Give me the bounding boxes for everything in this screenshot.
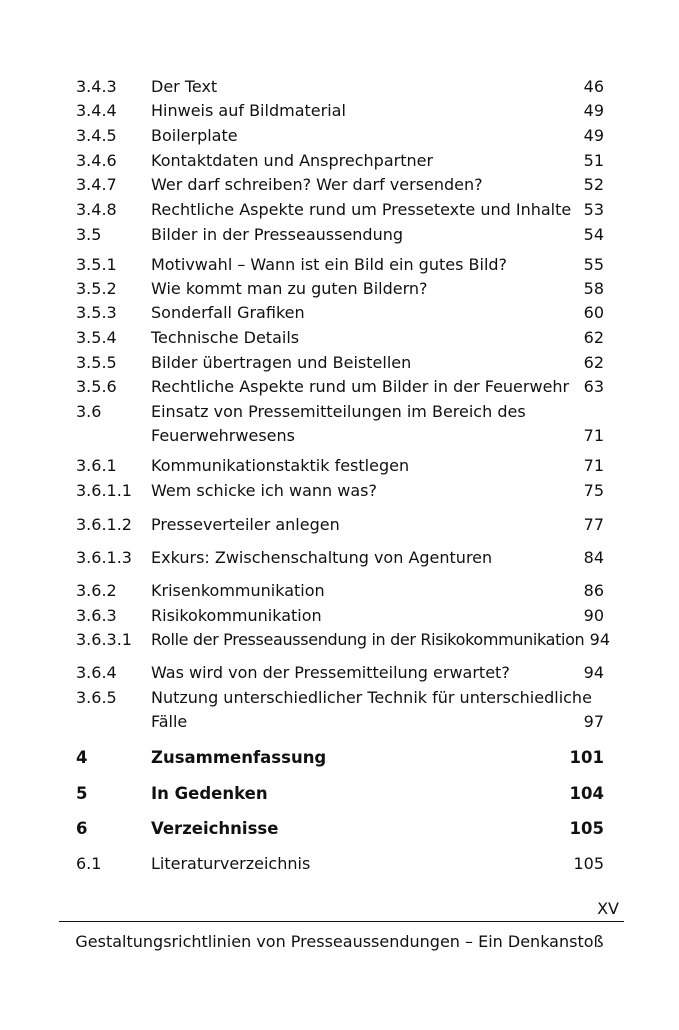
- toc-title: Kontaktdaten und Ansprechpartner: [151, 151, 434, 170]
- toc-title: Rechtliche Aspekte rund um Bilder in der Feuerwehr: [151, 377, 570, 396]
- toc-entry: [0, 604, 679, 628]
- toc-title: Wer darf schreiben? Wer darf versenden?: [151, 175, 483, 194]
- toc-entry: [0, 661, 679, 685]
- toc-page: 49: [583, 101, 604, 120]
- toc-page: 62: [583, 328, 604, 347]
- toc-page: 60: [583, 303, 604, 322]
- toc-title: Rechtliche Aspekte rund um Pressetexte und Inhalte: [151, 200, 572, 219]
- toc-number: 3.4.3: [76, 77, 117, 96]
- toc-entry: [0, 99, 679, 123]
- toc-entry: [0, 223, 679, 247]
- toc-page: 105: [569, 819, 604, 838]
- toc-page: 94: [583, 663, 604, 682]
- toc-entry: [0, 253, 679, 277]
- toc-page: 52: [583, 175, 604, 194]
- toc-number: 3.6.2: [76, 581, 117, 600]
- toc-page: 84: [583, 548, 604, 567]
- toc-number: 6.1: [76, 854, 102, 873]
- toc-number: 3.6.4: [76, 663, 117, 682]
- toc-number: 3.5.3: [76, 303, 117, 322]
- toc-number: 3.4.5: [76, 126, 117, 145]
- toc-page: 90: [583, 606, 604, 625]
- toc-number: 3.6.1.1: [76, 481, 132, 500]
- toc-title: Feuerwehrwesens: [151, 426, 295, 445]
- toc-number: 3.5.2: [76, 279, 117, 298]
- toc-page: 63: [583, 377, 604, 396]
- toc-number: 3.6.3: [76, 606, 117, 625]
- toc-number: 3.5: [76, 225, 102, 244]
- toc-page: 51: [583, 151, 604, 170]
- toc-entry: [0, 326, 679, 350]
- toc-entry-continuation: [0, 424, 679, 448]
- toc-title: Krisenkommunikation: [151, 581, 325, 600]
- toc-page: 104: [569, 784, 604, 803]
- toc-page: 75: [583, 481, 604, 500]
- toc-page: 49: [583, 126, 604, 145]
- toc-chapter: [0, 746, 679, 770]
- toc-title: Sonderfall Grafiken: [151, 303, 305, 322]
- toc-number: 3.5.1: [76, 255, 117, 274]
- toc-title: Technische Details: [151, 328, 300, 347]
- toc-number: 3.6.1.2: [76, 515, 132, 534]
- toc-page: 58: [583, 279, 604, 298]
- toc-page: 77: [583, 515, 604, 534]
- toc-page: 94: [589, 630, 610, 649]
- toc-chapter: [0, 782, 679, 806]
- toc-page: 105: [573, 854, 604, 873]
- toc-title: Der Text: [151, 77, 218, 96]
- toc-entry: [0, 173, 679, 197]
- toc-title: Einsatz von Pressemitteilungen im Bereich des: [151, 402, 526, 421]
- toc-page: 97: [583, 712, 604, 731]
- toc-title: Kommunikationstaktik festlegen: [151, 456, 410, 475]
- toc-number: 5: [76, 784, 88, 803]
- toc-entry: [0, 546, 679, 570]
- toc-page: 53: [583, 200, 604, 219]
- toc-entry: [0, 400, 679, 424]
- toc-title: Bilder übertragen und Beistellen: [151, 353, 412, 372]
- toc-number: 3.6.5: [76, 688, 117, 707]
- toc-page: 101: [569, 748, 604, 767]
- toc-entry: [0, 479, 679, 503]
- toc-entry: [0, 277, 679, 301]
- toc-title: Wem schicke ich wann was?: [151, 481, 377, 500]
- toc-page: 71: [583, 456, 604, 475]
- toc-entry: [0, 149, 679, 173]
- toc-title: Boilerplate: [151, 126, 238, 145]
- toc-number: 3.4.6: [76, 151, 117, 170]
- page-number: XV: [597, 899, 619, 918]
- toc-title: Was wird von der Pressemitteilung erwartet?: [151, 663, 510, 682]
- toc-number: 4: [76, 748, 88, 767]
- toc-title: Motivwahl – Wann ist ein Bild ein gutes Bild?: [151, 255, 508, 274]
- toc-entry: [0, 124, 679, 148]
- toc-page: 86: [583, 581, 604, 600]
- toc-page: 54: [583, 225, 604, 244]
- toc-number: 3.4.4: [76, 101, 117, 120]
- toc-title: Nutzung unterschiedlicher Technik für unterschiedliche: [151, 688, 592, 707]
- toc-entry: [0, 301, 679, 325]
- toc-title: In Gedenken: [151, 784, 268, 803]
- footer-divider: [59, 921, 624, 922]
- toc-page: 62: [583, 353, 604, 372]
- toc-entry: [0, 375, 679, 399]
- toc-entry: [0, 628, 679, 652]
- toc-number: 3.6.1: [76, 456, 117, 475]
- toc-title: Risikokommunikation: [151, 606, 322, 625]
- toc-entry: [0, 351, 679, 375]
- toc-title: Bilder in der Presseaussendung: [151, 225, 404, 244]
- toc-entry: [0, 513, 679, 537]
- toc-title: Verzeichnisse: [151, 819, 279, 838]
- toc-number: 3.5.6: [76, 377, 117, 396]
- toc-title: Literaturverzeichnis: [151, 854, 311, 873]
- toc-page: 71: [583, 426, 604, 445]
- toc-entry: [0, 686, 679, 710]
- toc-title: Exkurs: Zwischenschaltung von Agenturen: [151, 548, 493, 567]
- toc-title: Zusammenfassung: [151, 748, 327, 767]
- toc-title: Fälle: [151, 712, 188, 731]
- toc-number: 3.6: [76, 402, 102, 421]
- toc-number: 3.6.3.1: [76, 630, 132, 649]
- toc-number: 6: [76, 819, 88, 838]
- toc-number: 3.5.5: [76, 353, 117, 372]
- toc-entry-continuation: [0, 710, 679, 734]
- toc-number: 3.5.4: [76, 328, 117, 347]
- toc-title: Hinweis auf Bildmaterial: [151, 101, 346, 120]
- toc-title: Rolle der Presseaussendung in der Risikokommunikation: [151, 630, 585, 649]
- toc-entry: [0, 579, 679, 603]
- toc-page: 55: [583, 255, 604, 274]
- toc-entry: [0, 75, 679, 99]
- toc-chapter: [0, 817, 679, 841]
- running-footer: Gestaltungsrichtlinien von Presseaussendungen – Ein Denkanstoß: [75, 932, 604, 951]
- toc-page: 46: [583, 77, 604, 96]
- toc-number: 3.6.1.3: [76, 548, 132, 567]
- toc-entry: [0, 454, 679, 478]
- toc-entry: [0, 852, 679, 876]
- toc-title: Presseverteiler anlegen: [151, 515, 340, 534]
- toc-title: Wie kommt man zu guten Bildern?: [151, 279, 428, 298]
- toc-number: 3.4.8: [76, 200, 117, 219]
- toc-entry: [0, 198, 679, 222]
- toc-number: 3.4.7: [76, 175, 117, 194]
